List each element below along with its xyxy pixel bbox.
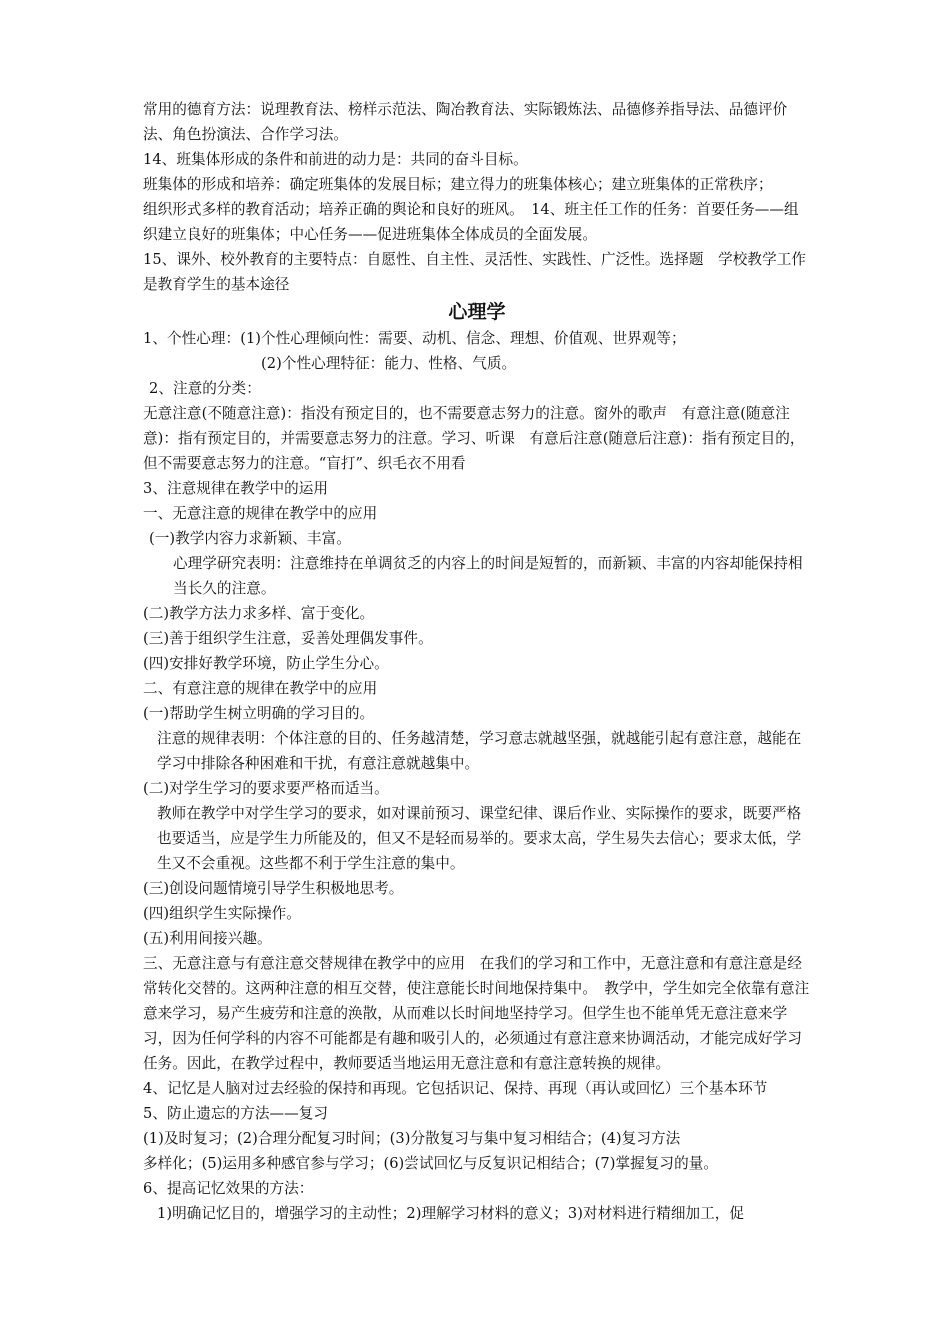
- paragraph: 三、无意注意与有意注意交替规律在教学中的应用 在我们的学习和工作中，无意注意和有意注意是经常转化交替的。这两种注意的相互交替，使注意能长时间地保持集中。 教学中，学生如完全依靠有意注意来学习，易产生疲劳和注意的涣散，从而难以长时间地坚持学习。但学生也不能单凭无意注意来学习，因为任何学科的内容不可能都是有趣和吸引人的，必须通过有意注意来协调活动，才能完成好学习任务。因此，在教学过程中，教师要适当地运用无意注意和有意注意转换的规律。: [143, 955, 810, 1072]
- paragraph: (1)及时复习；(2)合理分配复习时间；(3)分散复习与集中复习相结合；(4)复习方法: [143, 1130, 681, 1147]
- paragraph: 组织形式多样的教育活动；培养正确的舆论和良好的班风。 14、班主任工作的任务：首要任务——组织建立良好的班集体；中心任务——促进班集体全体成员的全面发展。: [143, 201, 799, 243]
- paragraph: 2、注意的分类：: [149, 380, 261, 397]
- paragraph: 4、记忆是人脑对过去经验的保持和再现。它包括识记、保持、再现（再认或回忆）三个基本环节: [143, 1080, 768, 1097]
- paragraph: 5、防止遗忘的方法——复习: [143, 1105, 329, 1122]
- paragraph: 一、无意注意的规律在教学中的应用: [143, 505, 378, 522]
- paragraph: 教师在教学中对学生学习的要求，如对课前预习、课堂纪律、课后作业、实际操作的要求，既要严格也要适当，应是学生力所能及的，但又不是轻而易举的。要求太高，学生易失去信心；要求太低，学生又不会重视。这些都不利于学生注意的集中。: [157, 805, 802, 872]
- paragraph: 多样化；(5)运用多种感官参与学习；(6)尝试回忆与反复识记相结合；(7)掌握复习的量。: [143, 1155, 719, 1172]
- paragraph: (四)安排好教学环境，防止学生分心。: [143, 655, 389, 672]
- paragraph: 15、课外、校外教育的主要特点：自愿性、自主性、灵活性、实践性、广泛性。选择题 学校教学工作是教育学生的基本途径: [143, 251, 806, 293]
- paragraph: (二)教学方法力求多样、富于变化。: [143, 605, 375, 622]
- paragraph: 1)明确记忆目的，增强学习的主动性；2)理解学习材料的意义；3)对材料进行精细加工，促: [157, 1205, 745, 1222]
- paragraph: (四)组织学生实际操作。: [143, 905, 301, 922]
- paragraph: (五)利用间接兴趣。: [143, 930, 272, 947]
- paragraph: 14、班集体形成的条件和前进的动力是：共同的奋斗目标。: [143, 151, 528, 168]
- paragraph: 1、个性心理：(1)个性心理倾向性：需要、动机、信念、理想、价值观、世界观等；: [143, 330, 686, 347]
- paragraph: (一)教学内容力求新颖、丰富。: [149, 530, 351, 547]
- paragraph: (二)对学生学习的要求要严格而适当。: [143, 780, 389, 797]
- document-body: [143, 97, 811, 1226]
- paragraph: 心理学研究表明：注意维持在单调贫乏的内容上的时间是短暂的，而新颖、丰富的内容却能保持相当长久的注意。: [173, 555, 803, 597]
- paragraph: 注意的规律表明：个体注意的目的、任务越清楚，学习意志就越坚强，就越能引起有意注意，越能在学习中排除各种困难和干扰，有意注意就越集中。: [157, 730, 802, 772]
- paragraph: 班集体的形成和培养：确定班集体的发展目标；建立得力的班集体核心；建立班集体的正常秩序；: [143, 176, 773, 193]
- section-title: 心理学: [448, 301, 506, 323]
- paragraph: 常用的德育方法：说理教育法、榜样示范法、陶冶教育法、实际锻炼法、品德修养指导法、品德评价法、角色扮演法、合作学习法。: [143, 101, 788, 143]
- paragraph: 3、注意规律在教学中的运用: [143, 480, 329, 497]
- paragraph: (2)个性心理特征：能力、性格、气质。: [261, 355, 517, 372]
- paragraph: 无意注意(不随意注意)：指没有预定目的，也不需要意志努力的注意。窗外的歌声 有意注意(随意注意)：指有预定目的，并需要意志努力的注意。学习、听课 有意后注意(随意后注意)：指有预定目的，但不需要意志努力的注意。“盲打”、织毛衣不用看: [143, 405, 805, 472]
- paragraph: (三)创设问题情境引导学生积极地思考。: [143, 880, 404, 897]
- paragraph: 6、提高记忆效果的方法：: [143, 1180, 314, 1197]
- paragraph: (一)帮助学生树立明确的学习目的。: [143, 705, 375, 722]
- paragraph: 二、有意注意的规律在教学中的应用: [143, 680, 378, 697]
- paragraph: (三)善于组织学生注意，妥善处理偶发事件。: [143, 630, 433, 647]
